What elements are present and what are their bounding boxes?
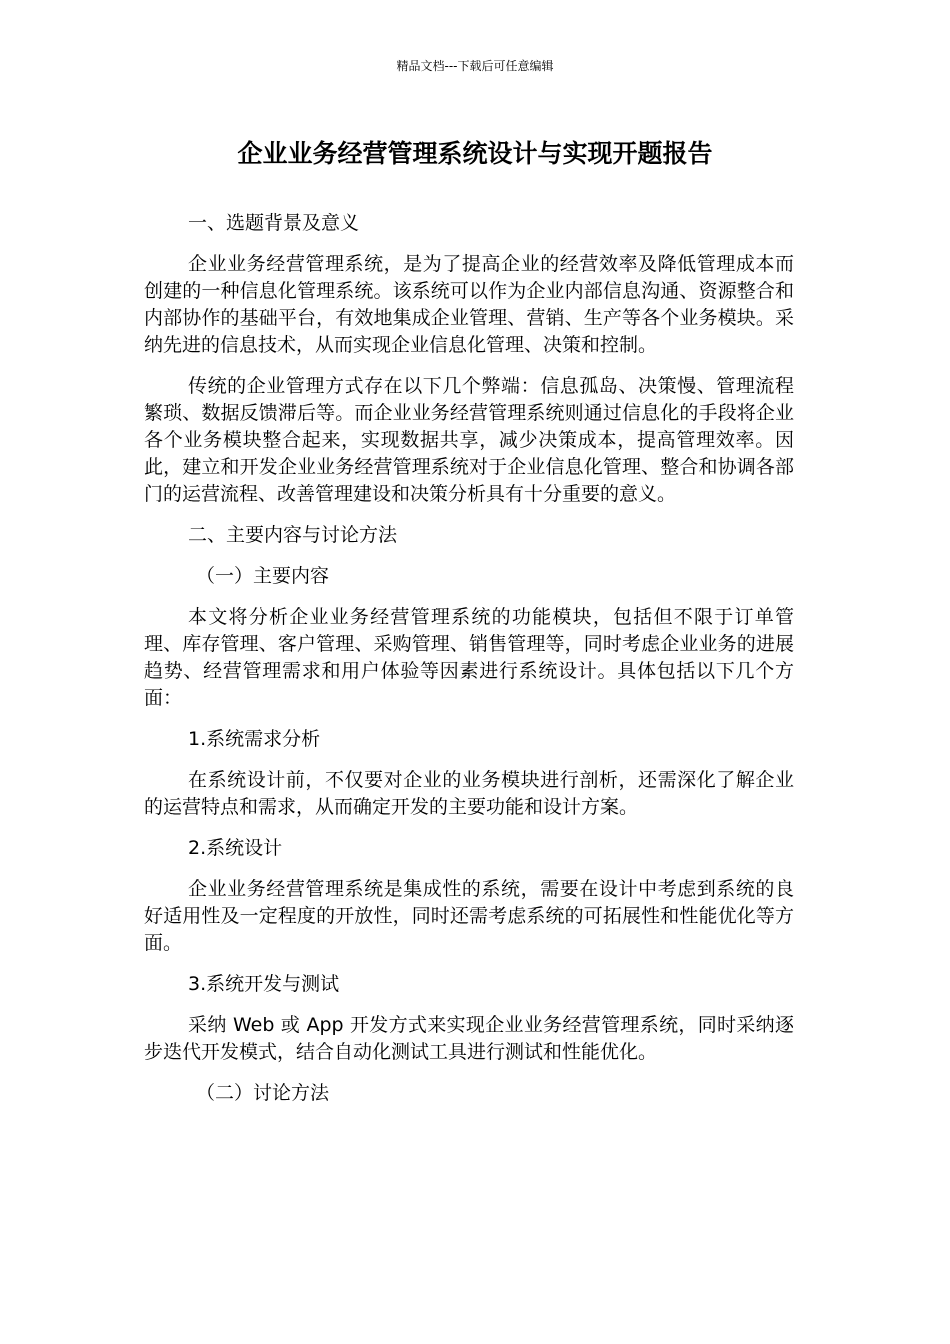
item-1-text: 在系统设计前，不仅要对企业的业务模块进行剖析，还需深化了解企业的运营特点和需求，从而确定开发的主要功能和设计方案。: [144, 769, 794, 818]
item-3-text: 采纳 Web 或 App 开发方式来实现企业业务经营管理系统，同时采纳逐步迭代开发模式，结合自动化测试工具进行测试和性能优化。: [144, 1014, 794, 1063]
subsection-2-heading: （二）讨论方法: [196, 1082, 330, 1104]
document-title: 企业业务经营管理系统设计与实现开题报告: [237, 139, 713, 168]
subsection-1-heading: （一）主要内容: [196, 565, 330, 587]
section-1-paragraph-1: 企业业务经营管理系统，是为了提高企业的经营效率及降低管理成本而创建的一种信息化管理系统。该系统可以作为企业内部信息沟通、资源整合和内部协作的基础平台，有效地集成企业管理、营销、生产等各个业务模块。采纳先进的信息技术，从而实现企业信息化管理、决策和控制。: [144, 253, 794, 356]
page-header: 精品文档---下载后可任意编辑: [396, 59, 554, 73]
subsection-1-intro: 本文将分析企业业务经营管理系统的功能模块，包括但不限于订单管理、库存管理、客户管理、采购管理、销售管理等，同时考虑企业业务的进展趋势、经营管理需求和用户体验等因素进行系统设计。具体包括以下几个方面：: [144, 606, 794, 709]
section-1-heading: 一、选题背景及意义: [188, 212, 360, 234]
section-2-heading: 二、主要内容与讨论方法: [188, 524, 398, 546]
item-3-heading: 3.系统开发与测试: [188, 973, 340, 995]
item-1-heading: 1.系统需求分析: [188, 728, 321, 750]
section-1-paragraph-2: 传统的企业管理方式存在以下几个弊端：信息孤岛、决策慢、管理流程繁琐、数据反馈滞后等。而企业业务经营管理系统则通过信息化的手段将企业各个业务模块整合起来，实现数据共享，减少决策成本，提高管理效率。因此，建立和开发企业业务经营管理系统对于企业信息化管理、整合和协调各部门的运营流程、改善管理建设和决策分析具有十分重要的意义。: [144, 375, 794, 505]
item-2-heading: 2.系统设计: [188, 837, 283, 859]
document-body: [144, 210, 794, 1121]
item-2-text: 企业业务经营管理系统是集成性的系统，需要在设计中考虑到系统的良好适用性及一定程度的开放性，同时还需考虑系统的可拓展性和性能优化等方面。: [144, 878, 794, 954]
